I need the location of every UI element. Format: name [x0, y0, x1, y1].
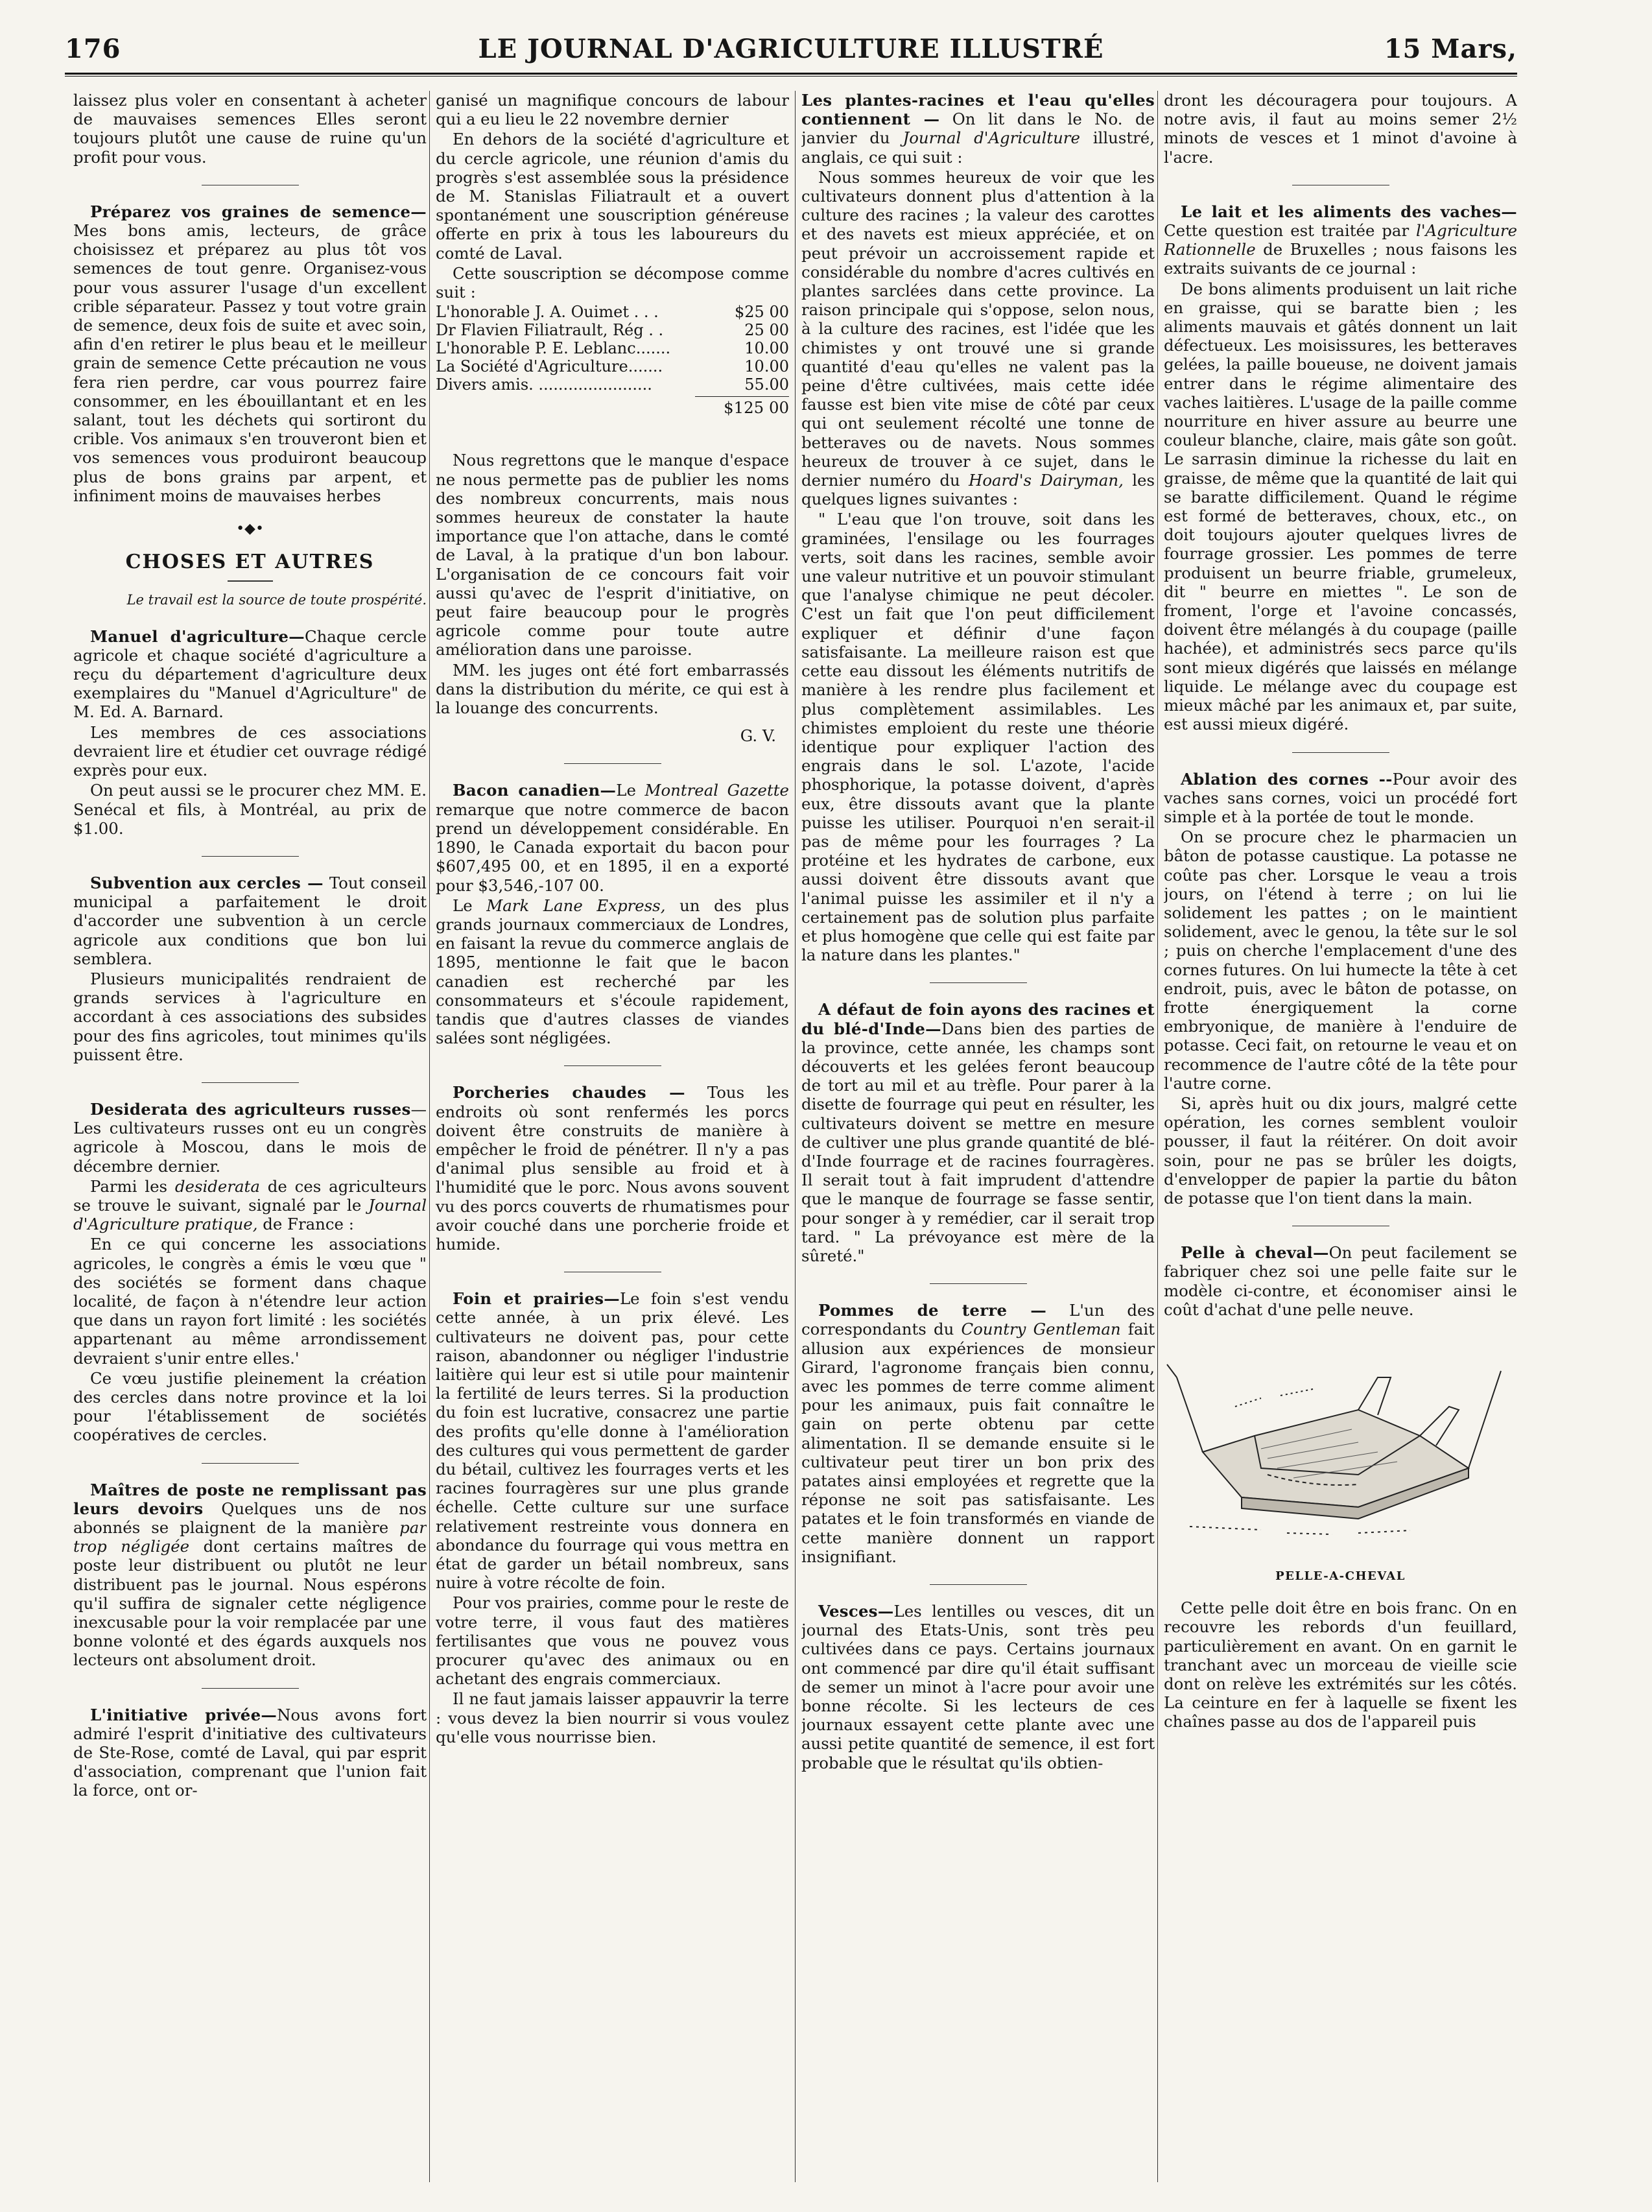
article-racines [801, 91, 1155, 964]
article-separator [564, 1065, 661, 1066]
text-run: remarque que notre commerce de bacon prend un développement considérable. En 1890, le Canada exportait du bacon pour $607,495 00, et en 1895, il en a exporté pour $3,546,-107 00. [436, 800, 789, 895]
text-run-italic: Journal d'Agriculture pratique, [73, 1195, 427, 1234]
article-separator [930, 982, 1027, 983]
article-paragraph: Cette souscription se décompose comme suit : [436, 263, 789, 302]
article-title: Le lait et les aliments des vaches— [1181, 202, 1517, 221]
text-run: fait allusion aux expériences de monsieur Girard, l'agronome français bien connu, avec les pommes de terre comme aliment pour les animaux, puis fait connaître le gain on perte obtenu par cette alimentation. Il se demande ensuite si le cultivateur peut tirer un bon prix des patates ainsi employées et regrette que la réponse ne soit pas satisfaisante. Les patates et le foin transformés en viande de cette manière donnent un rapport insignifiant. [801, 1320, 1155, 1566]
article-paragraph: On se procure chez le pharmacien un bâton de potasse caustique. La potasse ne coûte pas cher. Lorsque le veau a trois jours, on l'étend à terre ; on lui lie solidement les pattes ; on le maintient solidement, avec le genou, la tête sur le sol ; puis on cherche l'emplacement d'une des cornes futures. On lui humecte la tête à cet endroit, puis, avec le bâton de potasse, on frotte énergiquement la corne embryonique, de manière à l'enduire de potasse. Ceci fait, on retourne le veau et on recommence de l'autre côté de la tête pour l'autre corne. [1164, 827, 1517, 1093]
article-title: Foin et prairies— [453, 1289, 620, 1309]
article-title: Préparez vos graines de semence— [90, 202, 427, 221]
article-title: Desiderata des agriculteurs russes [90, 1099, 411, 1119]
article-bacon [436, 781, 789, 1047]
figure-caption: PELLE-A-CHEVAL [1275, 1569, 1406, 1583]
article-title: Manuel d'agriculture— [90, 626, 305, 646]
column-divider [795, 91, 796, 2182]
article-title: Pelle à cheval— [1181, 1243, 1329, 1263]
article-maitres [73, 1481, 427, 1670]
text-run: Le [616, 781, 645, 800]
text-run: Nous sommes heureux de voir que les cultivateurs donnent plus d'attention à la culture des racines ; la valeur des carottes et des navets est mieux appréciée, et on peut prévoir un accroissement rapide et considérable du nombre d'acres cultivés en plantes sarclées dans cette province. La raison principale qui s'oppose, selon nous, à la culture des racines, est l'idée que les chimistes y ont trouvé une si grande quantité d'eau qu'elles ne valent pas la peine d'être cultivées, mais cette idée fausse est bien vite mise de côté par ceux qui ont seulement récolté une tonne de betteraves ou de navets. Nous sommes heureux de trouver à ce sujet, dans le dernier numéro du [801, 167, 1155, 490]
text-run: Cette question est traitée par [1164, 221, 1417, 241]
article-lait [1164, 202, 1517, 734]
article-manuel [73, 627, 427, 838]
article-paragraph: Pour vos prairies, comme pour le reste de votre terre, il vous faut des matières fertilisantes que vous ne pouvez vous procurer qu'avec des animaux ou en achetant des engrais commerciaux. [436, 1593, 789, 1689]
text-run: de France : [257, 1215, 354, 1234]
article-graines [73, 202, 427, 505]
table-row [436, 339, 789, 357]
subscriber-name: L'honorable J. A. Ouimet . . . [436, 303, 659, 322]
ornament: •◆• [236, 521, 264, 538]
signature: G. V. [740, 726, 776, 746]
text-run: de ces agriculteurs se trouve le suivant, signalé par le [73, 1176, 427, 1215]
epigraph: Le travail est la source de toute prospérité. [126, 592, 427, 608]
article-separator [202, 856, 299, 857]
article-paragraph: En dehors de la société d'agriculture et du cercle agricole, une réunion d'amis du progrès s'est assemblée sous la présidence de M. Stanislas Filiatrault et a ouvert spontanément une souscription généreuse offerte en prix à tous les laboureurs du comté de Laval. [436, 130, 789, 263]
subscriber-amount: 10.00 [744, 357, 789, 376]
article-title: Maîtres de poste ne remplissant pas leurs devoirs [73, 1480, 427, 1518]
column-3 [801, 91, 1155, 2185]
article-separator [564, 763, 661, 764]
article-separator [202, 1688, 299, 1689]
article-paragraph: De bons aliments produisent un lait riche en graisse, qui se baratte bien ; les aliments mauvais et gâtés donnent un lait défectueux. Les moisissures, les betteraves gelées, la paille boueuse, ne doivent jamais entrer dans le régime alimentaire des vaches laitières. L'usage de la paille comme nourriture en hiver assure au beurre une couleur blanche, claire, mais gâte son goût. Le sarrasin diminue la richesse du lait en graisse, de même que la quantité de lait qui se baratte difficilement. Quand le régime est formé de betteraves, choux, etc., on doit toujours ajouter quelques livres de fourrage grossier. Les pommes de terre produisent un beurre friable, grumeleux, dit " beurre en miettes ". Le son de froment, l'orge et l'avoine concassés, doivent être mélangés à du coupage (paille hachée), et administrés secs parce qu'ils sont mieux digérés que laissés en mélange liquide. Le mélange avec du coupage est mieux mâché par les animaux et, par suite, est aussi mieux digéré. [1164, 279, 1517, 734]
subscription-total: $125 00 [695, 396, 789, 417]
text-run-italic: Journal d'Agriculture [903, 128, 1080, 148]
article-paragraph: Cette pelle doit être en bois franc. On en recouvre les rebords d'un feuillard, particulièrement en avant. On en garnit le tranchant avec un morceau de vieille scie dont on relève les extrémités sur les côtés. La ceinture en fer à laquelle se fixent les chaînes passe au dos de l'appareil puis [1164, 1599, 1517, 1731]
article-body: Dans bien des parties de la province, cette année, les champs sont découverts et les gelées feront beaucoup de tort au mil et au trèfle. Pour parer à la disette de fourrage qui peut en résulter, les cultivateurs doivent se mettre en mesure de cultiver une plus grande quantité de blé-d'Inde fourrage et de racines fourragères. Il serait tout à fait imprudent d'attendre que le manque de fourrage se fasse sentir, pour songer à y remédier, car il serait trop tard. " La prévoyance est mère de la sûreté." [801, 1019, 1155, 1265]
article-body: Mes bons amis, lecteurs, de grâce choisissez et préparez au plus tôt vos semences de tout genre. Organisez-vous pour vous assurer l'usage d'un excellent crible séparateur. Passez y tout votre grain de semence, deux fois de suite et avec soin, afin d'en retirer le plus beau et le meilleur grain de semence Cette précaution ne vous fera rien perdre, car vous pourrez faire consommer, en les ébouillantant et en les salant, tout les déchets qui sortiront du crible. Vos animaux s'en trouveront bien et vos semences vous produiront beaucoup plus de bons grains par arpent, et infiniment moins de mauvaises herbes [73, 221, 427, 505]
page-header [65, 34, 1517, 71]
subscriber-amount: 25 00 [744, 321, 789, 340]
text-run-italic: par trop négligée [73, 1518, 427, 1556]
article-separator [1292, 752, 1389, 753]
article-body: On peut facilement se fabriquer chez soi une pelle faite sur le modèle ci-contre, et économiser ainsi le coût d'achat d'une pelle neuve. [1164, 1243, 1517, 1319]
article-paragraph: " L'eau que l'on trouve, soit dans les graminées, l'ensilage ou les fourrages verts, soit dans les racines, semble avoir une valeur nutritive et un pouvoir stimulant que l'analyse chimique ne peut décoler. C'est un fait que l'on peut difficilement expliquer et définir d'une façon satisfaisante. La meilleure raison est que cette eau dissout les éléments nutritifs de manière à les rendre plus facilement et plus complètement assimilables. Les chimistes emploient du reste une théorie identique pour expliquer l'action des engrais dans le sol. L'azote, l'acide phosphorique, la potasse doivent, d'après eux, être dissouts avant que la plante puisse les utiliser. Pourquoi n'en serait-il pas de même pour les fourrages ? La protéine et les hydrates de carbone, eux aussi doivent être dissouts avant que l'animal puisse les assimiler et il n'y a certainement pas de solution plus parfaite et plus homogène que celle qui est faite par la nature dans les plantes." [801, 510, 1155, 965]
column-divider [429, 91, 430, 2182]
page-number: 176 [65, 34, 121, 64]
text-run: de Bruxelles ; nous faisons les extraits suivants de ce journal : [1164, 240, 1517, 278]
text-run-italic: l'Agriculture Rationnelle [1164, 221, 1517, 259]
article-defaut [801, 1000, 1155, 1265]
article-pelle [1164, 1243, 1517, 1731]
text-run-italic: desiderata [174, 1176, 260, 1196]
subscriber-amount: 55.00 [744, 375, 789, 394]
subscriber-amount: 10.00 [744, 339, 789, 358]
column-divider [1157, 91, 1158, 2182]
article-title: Subvention aux cercles — [90, 873, 324, 892]
article-body: —Les cultivateurs russes ont eu un congrès agricole à Moscou, dans le mois de décembre dernier. [73, 1099, 427, 1176]
journal-title: LE JOURNAL D'AGRICULTURE ILLUSTRÉ [478, 34, 1104, 64]
table-row [436, 375, 789, 394]
article-paragraph: On peut aussi se le procurer chez MM. E. Senécal et fils, à Montréal, au prix de $1.00. [73, 781, 427, 838]
article-title: L'initiative privée— [90, 1705, 277, 1724]
section-rule [228, 580, 273, 582]
text-run: Le [453, 896, 487, 915]
article-paragraph: Nous regrettons que le manque d'espace ne nous permette pas de publier les noms des nombreux concurrents, mais nous sommes heureux de constater la haute importance que l'on attache, dans le comté de Laval, à la pratique d'un bon labour. L'organisation de ce concours fait voir aussi qu'avec de l'esprit d'initiative, on peut faire beaucoup pour le progrès agricole comme pour toute autre amélioration dans une paroisse. [436, 451, 789, 660]
table-row [436, 357, 789, 375]
article-initiative [73, 1706, 427, 1800]
horse-scoop-drawing [1164, 1338, 1517, 1559]
column-1 [73, 91, 427, 2185]
article-title: A défaut de foin ayons des racines et du blé-d'Inde— [801, 1000, 1155, 1038]
article-paragraph: Il ne faut jamais laisser appauvrir la terre : vous devez la bien nourrir si vous voulez qu'elle vous nourrisse bien. [436, 1689, 789, 1746]
article-ablation [1164, 770, 1517, 1208]
spacer [436, 417, 789, 451]
text-run-italic: Montreal Gazette [644, 781, 789, 800]
horse-scoop-illustration [1164, 1338, 1517, 1559]
issue-date: 15 Mars, [1384, 34, 1517, 64]
article-continuation: laissez plus voler en consentant à acheter de mauvaises semences Elles seront toujours plutôt une cause de ruine qu'un profit pour vous. [73, 91, 427, 167]
article-title: Pommes de terre — [818, 1301, 1047, 1320]
text-run-italic: Mark Lane Express, [486, 896, 666, 915]
text-run: Quelques uns de nos abonnés se plaignent de la manière [73, 1499, 427, 1537]
article-paragraph: En ce qui concerne les associations agricoles, le congrès a émis le vœu que " des sociétés se forment dans chaque localité, de façon à n'étendre leur action que dans un rayon fort limité : les sociétés appartenant au même arrondissement devraient s'unir entre elles.' [73, 1235, 427, 1368]
text-run: les quelques lignes suivantes : [801, 471, 1155, 509]
article-body: Les lentilles ou vesces, dit un journal des Etats-Unis, sont très peu cultivées dans ce pays. Certains journaux ont commencé par dire qu'il était suffisant de semer un minot à l'acre pour avoir une bonne récolte. Si les lecteurs de ces journaux essayent cette plante avec une aussi petite quantité de semence, il est fort probable que le résultat qu'ils obtien- [801, 1602, 1155, 1772]
subscriber-name: Dr Flavien Filiatrault, Rég . . [436, 321, 664, 340]
article-paragraph: MM. les juges ont été fort embarrassés dans la distribution du mérite, ce qui est à la louange des concurrents. [436, 660, 789, 718]
article-vesces [801, 1602, 1155, 1772]
article-continuation: dront les découragera pour toujours. A notre avis, il faut au moins semer 2½ minots de vesces et 1 minot d'avoine à l'acre. [1164, 91, 1517, 167]
article-body: Nous avons fort admiré l'esprit d'initiative des cultivateurs de Ste-Rose, comté de Laval, qui par esprit d'association, comprenant que l'union fait la force, ont or- [73, 1705, 427, 1800]
article-separator [930, 1584, 1027, 1585]
table-row [436, 321, 789, 339]
text-run: un des plus grands journaux commerciaux de Londres, en faisant la revue du commerce anglais de 1895, mentionne le fait que le bacon canadien est recherché par les consommateurs et s'écoule rapidement, tandis que d'autres classes de viandes salées sont négligées. [436, 896, 789, 1048]
text-run: dont certains maîtres de poste leur distribuent ou plutôt ne leur distribuent pas le journal. Nous espérons qu'il suffira de signaler cette négligence inexcusable pour la voir remplacée par une bonne volonté et des égards auxquels nos lecteurs ont absolument droit. [73, 1537, 427, 1670]
table-row [436, 303, 789, 321]
article-subvention [73, 874, 427, 1064]
text-run-italic: Country Gentleman [961, 1320, 1121, 1339]
article-title: Bacon canadien— [453, 781, 617, 800]
article-separator [202, 1082, 299, 1083]
article-body: Chaque cercle agricole et chaque société d'agriculture a reçu du département d'agriculture deux exemplaires du "Manuel d'Agriculture" de M. Ed. A. Barnard. [73, 626, 427, 722]
article-separator [202, 1463, 299, 1464]
text-run: L'un des correspondants du [801, 1301, 1155, 1339]
article-separator [930, 1283, 1027, 1284]
article-continuation: ganisé un magnifique concours de labour qui a eu lieu le 22 novembre dernier [436, 91, 789, 129]
subscription-table [436, 303, 789, 394]
article-title: Ablation des cornes -- [1181, 769, 1393, 789]
subscriber-name: La Société d'Agriculture....... [436, 357, 663, 376]
section-title: CHOSES ET AUTRES [125, 551, 375, 574]
text-run: On lit dans le No. de janvier du [801, 110, 1155, 148]
article-paragraph: Les membres de ces associations devraient lire et étudier cet ouvrage rédigé exprès pour eux. [73, 722, 427, 780]
article-paragraph: Plusieurs municipalités rendraient de grands services à l'agriculture en accordant à ces associations des subsides pour des fins agricoles, tout minimes qu'ils puissent être. [73, 969, 427, 1064]
subscriber-name: L'honorable P. E. Leblanc....... [436, 339, 671, 358]
column-2 [436, 91, 789, 2185]
text-run-italic: Hoard's Dairyman, [969, 471, 1124, 490]
article-pommes [801, 1301, 1155, 1566]
article-paragraph: Ce vœu justifie pleinement la création des cercles dans notre province et la loi pour l'établissement de sociétés coopératives de cercles. [73, 1368, 427, 1445]
article-porcheries [436, 1083, 789, 1254]
header-rule [65, 73, 1517, 77]
article-title: Les plantes-racines et l'eau qu'elles contiennent — [801, 91, 1155, 129]
article-desiderata [73, 1100, 427, 1445]
article-title: Porcheries chaudes — [453, 1083, 685, 1102]
text-run: illustré, anglais, ce qui suit : [801, 128, 1155, 167]
article-title: Vesces— [818, 1602, 894, 1621]
article-body: Le foin s'est vendu cette année, à un prix élevé. Les cultivateurs ne doivent pas, pour cette raison, abandonner ou négliger l'industrie laitière qui leur est si utile pour maintenir la fertilité de leurs terres. Si la production du foin est lucrative, consacrez une partie des profits qu'elle donne à l'amélioration des cultures qui vous permettent de garder du bétail, cultivez les fourrages verts et les racines fourragères sur une plus grande échelle. Cette culture sur une surface relativement restreinte vous donnera en abondance du fourrage qui vous mettra en état de garder un bétail nombreux, sans nuire à votre récolte de foin. [436, 1289, 789, 1593]
article-paragraph: Si, après huit ou dix jours, malgré cette opération, les cornes semblent vouloir pousser, il faut la réitérer. On doit avoir soin, pour ne pas se brûler les doigts, d'envelopper de papier la partie du bâton de potasse que l'on tient dans la main. [1164, 1093, 1517, 1207]
column-4 [1164, 91, 1517, 2185]
article-body: Pour avoir des vaches sans cornes, voici un procédé fort simple et à la portée de tout le monde. [1164, 769, 1517, 826]
subscriber-amount: $25 00 [735, 303, 789, 322]
article-body: Tous les endroits où sont renfermés les porcs doivent être construits de manière à empêcher le froid de pénétrer. Il n'y a pas d'animal plus sensible au froid et à l'humidité que le porc. Nous avons souvent vu des porcs couverts de rhumatismes pour avoir couché dans une porcherie froide et humide. [436, 1083, 789, 1254]
text-run: Parmi les [90, 1176, 175, 1196]
article-body: Tout conseil municipal a parfaitement le droit d'accorder une subvention à un cercle agricole aux conditions que bon lui semblera. [73, 873, 427, 968]
article-foin [436, 1289, 789, 1746]
subscriber-name: Divers amis. ....................... [436, 375, 652, 394]
